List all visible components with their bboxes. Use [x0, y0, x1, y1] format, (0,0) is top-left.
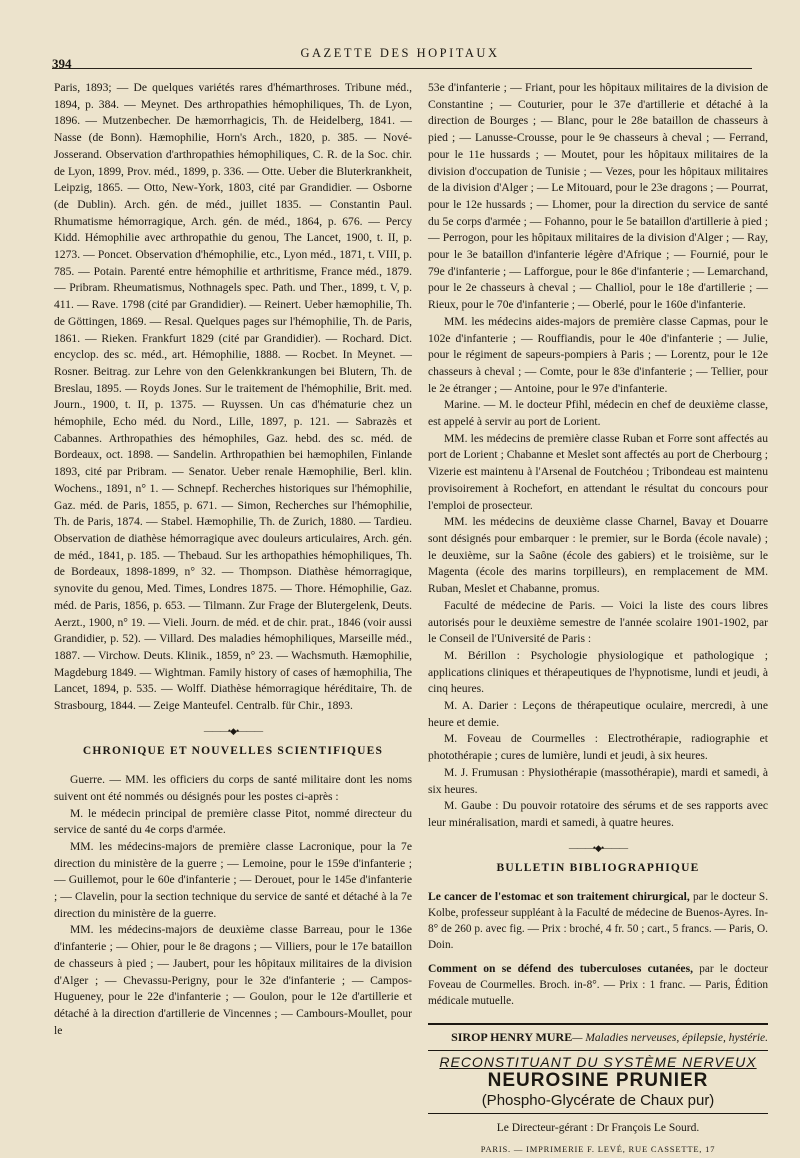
- faculte-course-item: M. Bérillon : Psychologie physiologique et pathologique ; applications cliniques et thérapeutiques de l'hypnotisme, lundi et jeudi, à cinq heures.: [428, 648, 768, 696]
- book-details: par le docteur Foveau de Courmelles. Broch. in-8°. — Prix : 1 franc. — Paris, Édition médicale mutuelle.: [428, 963, 768, 1008]
- guerre-paragraph: M. le médecin principal de première classe Pitot, nommé directeur du service de santé du 4e corps d'armée.: [54, 806, 412, 837]
- ad-rule: [428, 1050, 768, 1051]
- book-title: Comment on se défend des tuberculoses cutanées,: [428, 962, 693, 976]
- book-details: par le docteur S. Kolbe, professeur suppléant à la Faculté de médecine de Buenos-Ayres. In-8° de 260 p. avec fig. — Prix : broché, 4 fr. 50 ; cart., 5 francs. — Paris, O. Doin.: [428, 891, 769, 952]
- guerre-continuation: 53e d'infanterie ; — Friant, pour les hôpitaux militaires de la division de Constantine ; — Couturier, pour le 37e d'artillerie et détaché à la direction de Bourges ; — Blanc, pour le 28e bataillon de chasseurs à pied ; — Lanusse-Crousse, pour le 9e chasseurs à cheval ; — Ferrand, pour le 11e hussards ; — Moutet, pour les hôpitaux militaires de la division d'occupation de Tunisie ; — Vezes, pour les hôpitaux militaires de la division d'Alger ; — Le Mitouard, pour le 23e dragons ; — Pourrat, pour le 12e hussards ; — Lhomer, pour la direction du service de santé du 5e corps d'armée ; — Fohanno, pour le 5e bataillon d'artillerie à pied ; — Perrogon, pour les hôpitaux militaires de la division d'Alger ; — Ray, pour le 3e bataillon d'infanterie légère d'Afrique ; — Fournié, pour le 79e d'infanterie ; — Lafforgue, pour le 86e d'infanterie ; — Lemarchand, pour le 2e chasseurs à cheval ; — Challiol, pour le 18e d'artillerie ; — Rieux, pour le 70e d'infanterie ; — Oberlé, pour le 160e d'infanterie.: [428, 81, 768, 312]
- bibliography-paragraph: Paris, 1893; — De quelques variétés rares d'hémarthroses. Tribune méd., 1894, p. 384. — Meynet. Des arthropathies hémophiliques, Th. de Lyon, 1896. — Mutzenbecher. De hæmorrhagicis, Th. de Heidelberg, 1841. — Nasse (de Bonn). Hæmophilie, Horn's Arch., 1820, p. 385. — Nové-Josserand. Observation d'arthropathies hémophiliques, C. R. de la Soc. chir. de Lyon, 1899, Prov. méd., 1899, p. 336. — Otte. Ueber die Bluterkrankheit, Leipzig, 1865. — Otto, New-York, 1803, cité par Grandidier. — Osborne (de Dublin). Arch. gén. de méd., juillet 1835. — Constantin Paul. Rhumatisme hémorragique, Arch. gén. de méd., 1864, p. 676. — Percy Kidd. Hémophilie avec arthropathie du genou, The Lancet, 1900, t. II, p. 1273. — Poncet. Observation d'hémophilie, etc., Lyon méd., 1871, t. VIII, p. 785. — Potain. Parenté entre hémophilie et arthritisme, France méd., 1879. — Pribram. Rheumatismus, Nothnagels spec. Path. und Ther., 1899, t. V, p. 411. — Rave. 1798 (cité par Grandidier). — Reinert. Ueber hæmophilie, Th. de Göttingen, 1869. — Resal. Quelques pages sur l'hémophilie, Th. de Paris, 1861. — Rieken. Frankfurt 1829 (cité par Grandidier). — Rochard. Dict. encyclop. des sc. méd., art. Hémophilie, 1888. — Rocbet. In Meynet. — Rosner. Beitrag. zur Lehre von den Gelenkkrankungen bei Blutern, Th. de Breslau, 1895. — Royds Jones. Sur le traitement de l'hémophilie, Brit. med. Journ., 1900, t. II, p. 1375. — Ruyssen. Un cas d'hématurie chez un hémophile, Echo méd. du Nord., Lille, 1897, p. 121. — Sabrazès et Cabannes. Arthropathies des hémophiles, Gaz. hebd. des sc. méd. de Bordeaux, oct. 1898. — Sandelin. Arthropathien bei hæmophilen, Finlande 1893, cité par Pribram. — Senator. Ueber renale Hæmophilie, Berl. klin. Wochens., 1891, n° 1. — Schnepf. Recherches historiques sur l'hémophilie, Gaz. méd. de Paris, 1855, p. 671. — Simon, Recherches sur l'hémophilie, Th. de Paris, 1874. — Stabel. Hæmophilie, Th. de Zurich, 1880. — Tardieu. Observation de diathèse hémorragique avec douleurs articulaires, Arch. gén. de méd., 1841, p. 185. — Thebaud. Sur les arthopathies hémophiliques, Th. de Bordeaux, 1898-1899, n° 32. — Thompson. Diathèse hémorragique, synovite du genou, Med. Times, Londres 1875. — Thore. Hémophilie, Gaz. méd. de Paris, 1856, p. 653. — Tilmann. Zur Frage der Blutergelenk, Deuts. Aerzt., 1900, n° 19. — Vieli. Journ. de méd. et de chir. prat., 1846 (voir aussi Grandidier, p. 52). — Villard. Des maladies hémophiliques, Marseille méd., 1887. — Virchow. Deuts. Klinik., 1859, n° 23. — Wachsmuth. Hæmophilie, Magdeburg 1849. — Wightman. Family history of cases of hæmophilia, The Lancet, 1894, p. 535. — Wolff. Diathèse hémorragique héréditaire, Th. de Strasbourg, 1844. — Zeige Manteufel. Centralb. für Chir., 1893.: [54, 81, 412, 713]
- aides-majors-paragraph: MM. les médecins aides-majors de première classe Capmas, pour le 102e d'infanterie ; — Rouffiandis, pour le 40e d'infanterie ; — Julie, pour le régiment de sapeurs-pompiers à Paris ; — Lorentz, pour le 12e chasseurs à cheval ; — Comte, pour le 83e d'infanterie ; — Tellier, pour le 2e étranger ; — Antoine, pour le 97e d'infanterie.: [428, 314, 768, 395]
- faculte-course-item: M. Gaube : Du pouvoir rotatoire des sérums et de ses rapports avec leur minéralisation, mardi et samedi, à quatre heures.: [428, 799, 768, 829]
- ad-tagline: RECONSTITUANT DU SYSTÈME NERVEUX: [439, 1053, 757, 1070]
- section-separator: ———•◆•———: [568, 842, 628, 853]
- section-separator: ———•◆•———: [203, 725, 263, 736]
- right-column: [428, 80, 768, 1158]
- marine-paragraph: MM. les médecins de première classe Ruban et Forre sont affectés au port de Lorient ; Chabanne et Meslet sont affectés au port de Cherbourg ; Vizerie est maintenu à l'Arsenal de Foutchéou ; Tribondeau est maintenu provisoirement à Rochefort, en attendant le résultat du concours pour l'emploi de prosecteur.: [428, 431, 768, 512]
- ad-header: [428, 1029, 768, 1047]
- header-rule: [52, 68, 752, 69]
- marine-paragraph: Marine. — M. le docteur Pfihl, médecin en chef de deuxième classe, est appelé à servir au port de Lorient.: [428, 398, 768, 429]
- directeur-gerant: Le Directeur-gérant : Dr François Le Sourd.: [496, 1122, 700, 1135]
- faculte-course-item: M. Foveau de Courmelles : Electrothérapie, radiographie et photothérapie ; cures de lumière, lundi et jeudi, à six heures.: [428, 732, 768, 763]
- page-header: [0, 38, 800, 71]
- ad-formula: (Phospho-Glycérate de Chaux pur): [481, 1092, 715, 1110]
- page-number: 394: [52, 56, 72, 71]
- printer-line: PARIS. — IMPRIMERIE F. LEVÉ, RUE CASSETTE, 17: [480, 1144, 716, 1155]
- ad-product-name: NEUROSINE PRUNIER: [487, 1070, 709, 1092]
- guerre-intro: Guerre. — MM. les officiers du corps de santé militaire dont les noms suivent ont été nommés ou désignés pour les postes ci-après :: [54, 773, 412, 803]
- journal-title: GAZETTE DES HOPITAUX: [300, 46, 500, 60]
- faculte-course-item: M. J. Frumusan : Physiothérapie (massothérapie), mardi et samedi, à six heures.: [428, 765, 768, 796]
- faculte-course-item: M. A. Darier : Leçons de thérapeutique oculaire, mercredi, à une heure et demie.: [428, 699, 768, 729]
- bibliography-entry: [428, 961, 768, 1009]
- left-column: [54, 80, 412, 1039]
- book-title: Le cancer de l'estomac et son traitement chirurgical,: [428, 890, 690, 904]
- guerre-paragraph: MM. les médecins-majors de deuxième classe Barreau, pour le 136e d'infanterie ; — Ohier, pour le 8e dragons ; — Villiers, pour le 17e bataillon de chasseurs à pied ; — Jaubert, pour les hôpitaux militaires de la division d'Alger ; — Chevassu-Perigny, pour le 32e d'infanterie ; — Campos-Hugueney, pour le 22e d'infanterie ; — Goulon, pour le 12e d'artillerie et détaché à la direction d'artillerie de Vincennes ; — Cambours-Moullet, pour le: [54, 923, 412, 1037]
- faculte-intro: Faculté de médecine de Paris. — Voici la liste des cours libres autorisés pour le deuxième semestre de l'année scolaire 1901-1902, par le Conseil de l'Université de Paris :: [428, 598, 768, 646]
- ad-indications: — Maladies nerveuses, épilepsie, hystérie.: [572, 1032, 768, 1045]
- marine-paragraph: MM. les médecins de deuxième classe Charnel, Bavay et Douarre sont désignés pour embarquer : le premier, sur le Borda (école navale) ; le deuxième, sur la Saône (école des gabiers) et le troisième, sur le Magenta (école des marins torpilleurs), en remplacement de MM. Ruban, Meslet et Chabanne, promus.: [428, 515, 768, 596]
- ad-brand: SIROP HENRY MURE: [451, 1030, 573, 1045]
- bulletin-title: BULLETIN BIBLIOGRAPHIQUE: [496, 862, 700, 875]
- guerre-paragraph: MM. les médecins-majors de première classe Lacronique, pour la 7e direction du ministère de la guerre ; — Lemoine, pour le 159e d'infanterie ; — Guillemot, pour le 60e d'infanterie ; — Derouet, pour le 145e d'infanterie ; — Clavelin, pour la section technique du service de santé et détaché à la 7e direction du ministère de la guerre.: [54, 839, 412, 920]
- advertisement: [428, 1023, 768, 1114]
- ad-rule: [428, 1113, 768, 1114]
- chronique-title: CHRONIQUE ET NOUVELLES SCIENTIFIQUES: [82, 745, 384, 758]
- bibliography-entry: [428, 889, 768, 953]
